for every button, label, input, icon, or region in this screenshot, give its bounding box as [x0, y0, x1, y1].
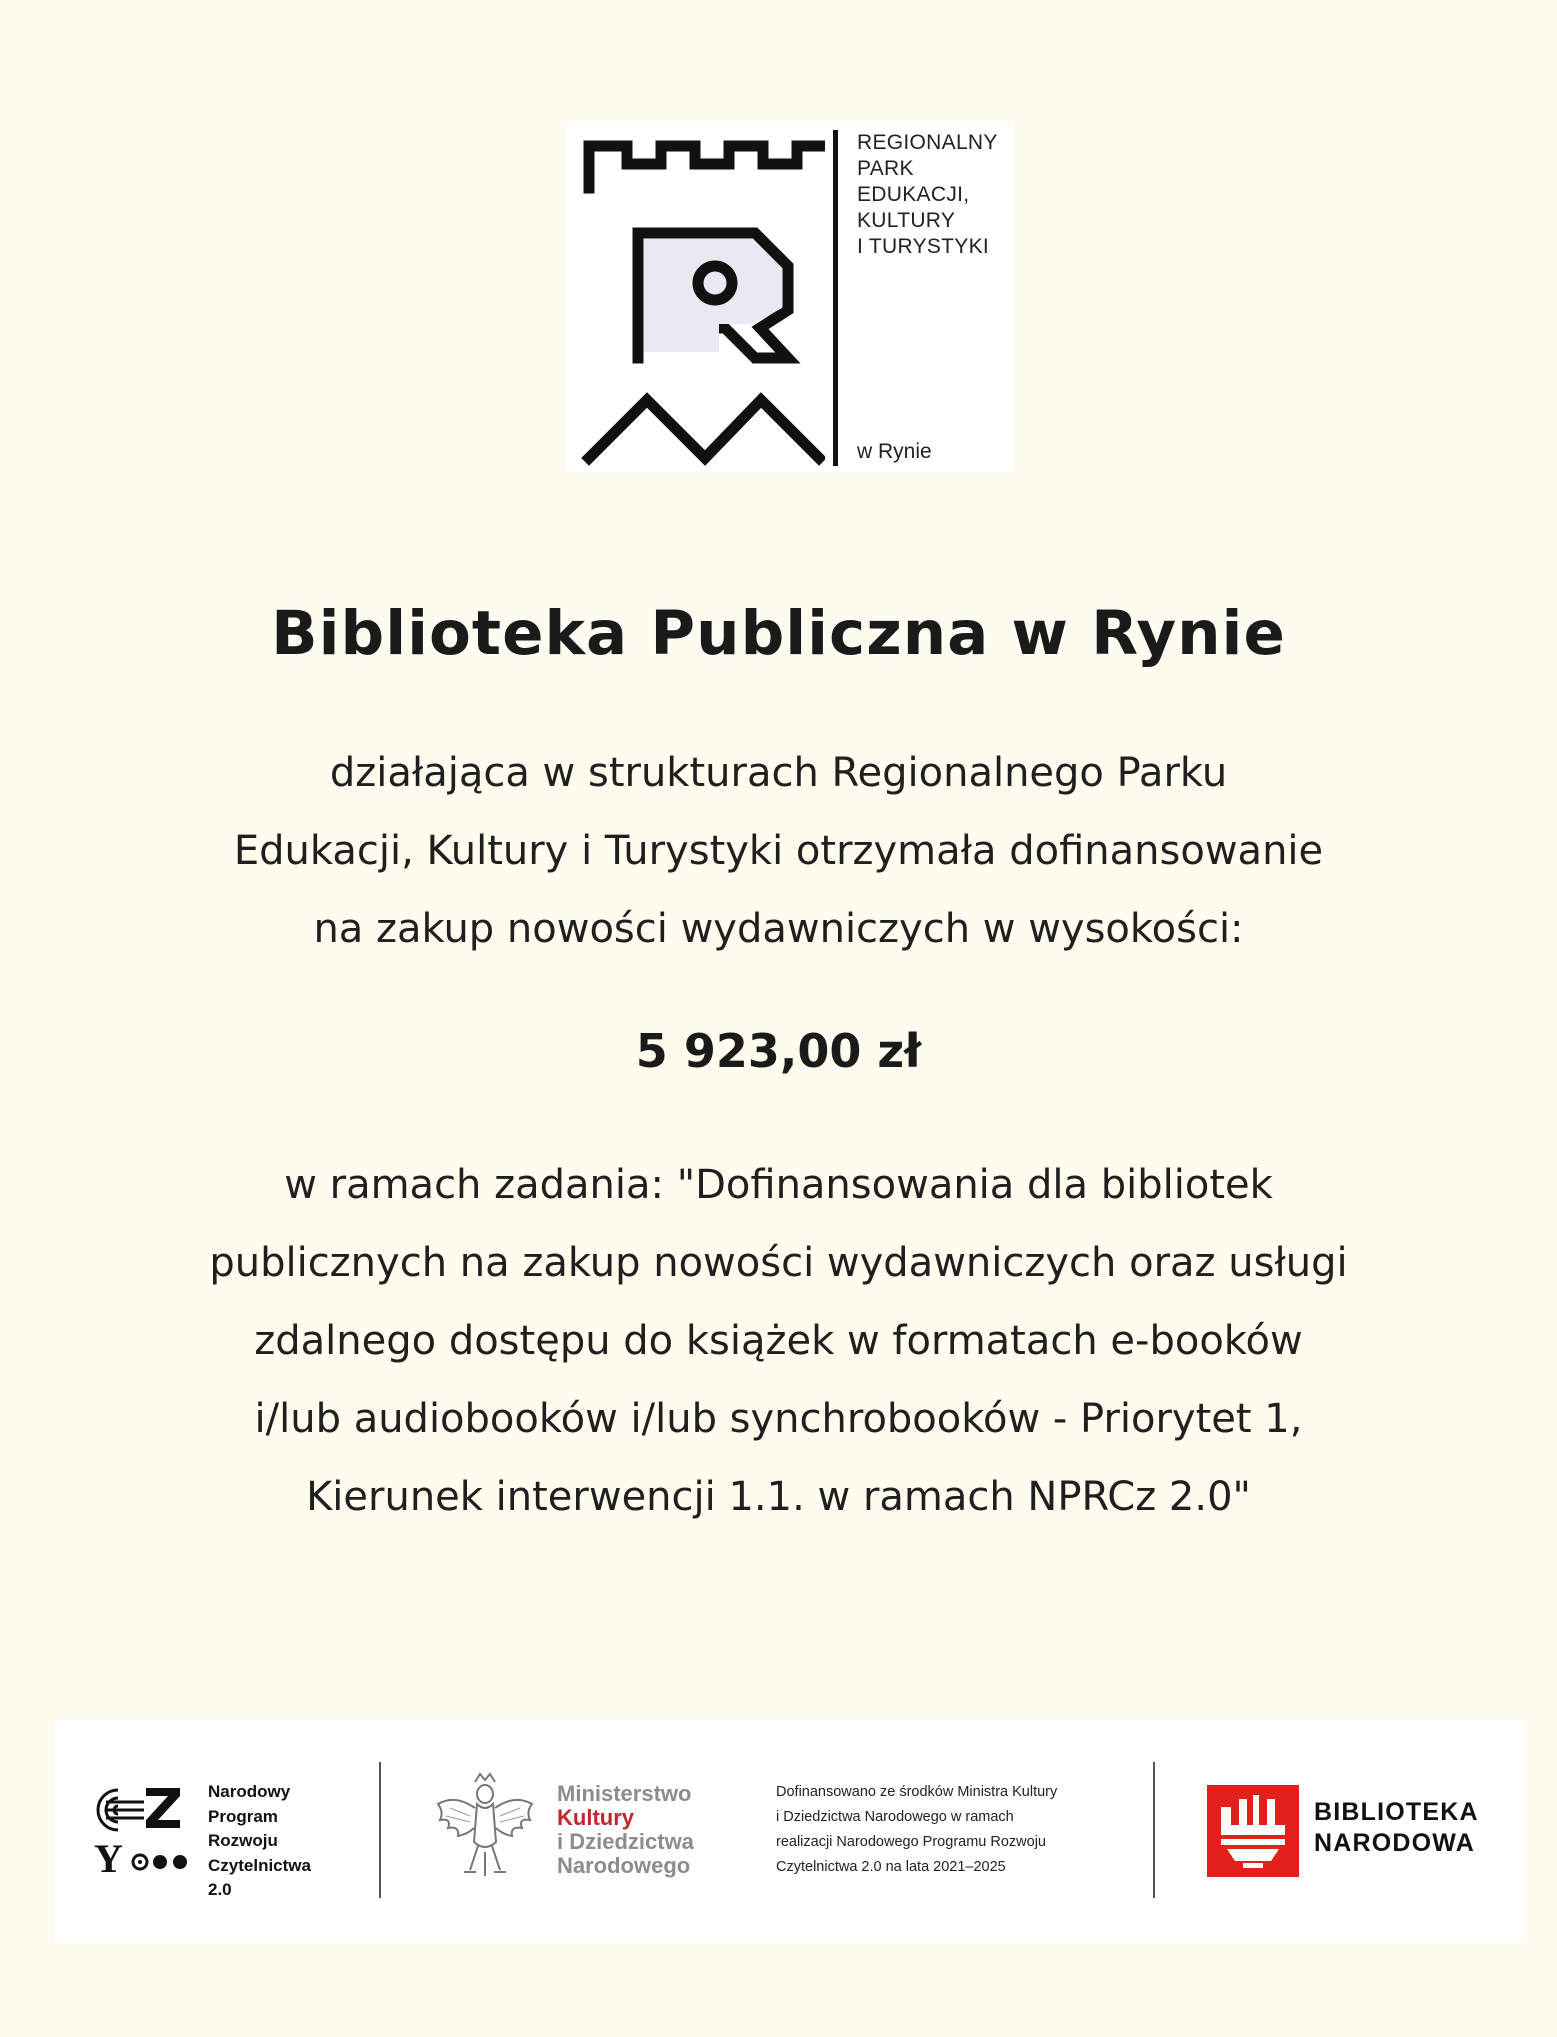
sponsor-footer — [54, 1720, 1524, 1942]
ministry-line: Narodowego — [557, 1853, 691, 1878]
ministry-line: i Dziedzictwa — [557, 1829, 694, 1854]
task-line: zdalnego dostępu do książek w formatach e-booków — [254, 1318, 1303, 1364]
bn-line: BIBLIOTEKA — [1314, 1798, 1479, 1826]
task-line: w ramach zadania: "Dofinansowania dla bibliotek — [284, 1162, 1273, 1208]
polish-eagle-icon — [430, 1772, 540, 1887]
nprcz-name — [208, 1780, 311, 1903]
funding-note — [776, 1780, 1106, 1880]
footer-divider — [1153, 1762, 1155, 1898]
intro-line: na zakup nowości wydawniczych w wysokości: — [313, 906, 1244, 952]
task-line: Kierunek interwencji 1.1. w ramach NPRCz 2.0" — [306, 1474, 1251, 1520]
castle-tower-r-icon — [575, 128, 825, 468]
logo-line: PARK — [857, 157, 914, 180]
ministry-line: Ministerstwo — [557, 1781, 692, 1806]
ministry-name — [557, 1782, 694, 1878]
task-line: publicznych na zakup nowości wydawniczych oraz usługi — [209, 1240, 1348, 1286]
logo-line: REGIONALNY — [857, 131, 998, 154]
bn-line: NARODOWA — [1314, 1829, 1475, 1857]
page-title: Biblioteka Publiczna w Rynie — [271, 598, 1286, 669]
logo-subtitle: w Rynie — [857, 440, 932, 463]
bn-name — [1314, 1797, 1479, 1859]
funding-line: i Dziedzictwa Narodowego w ramach — [776, 1809, 1014, 1825]
intro-paragraph — [0, 734, 1557, 968]
funding-line: Dofinansowano ze środków Ministra Kultury — [776, 1784, 1058, 1800]
nprcz-line: Rozwoju — [208, 1831, 278, 1850]
logo-name — [857, 130, 998, 260]
task-paragraph — [0, 1146, 1557, 1536]
funding-amount: 5 923,00 zł — [635, 1024, 922, 1078]
funding-line: realizacji Narodowego Programu Rozwoju — [776, 1834, 1046, 1850]
ministry-line: Kultury — [557, 1805, 634, 1830]
intro-line: Edukacji, Kultury i Turystyki otrzymała dofinansowanie — [233, 828, 1324, 874]
nprcz-line: Czytelnictwa — [208, 1855, 311, 1875]
nprcz-line: Narodowy — [208, 1782, 291, 1801]
nprcz-logo-icon — [88, 1782, 198, 1882]
svg-text:Y: Y — [94, 1836, 123, 1881]
intro-line: działająca w strukturach Regionalnego Parku — [329, 750, 1228, 796]
footer-divider — [379, 1762, 381, 1898]
task-line: i/lub audiobooków i/lub synchrobooków - Priorytet 1, — [254, 1396, 1303, 1442]
rpekit-logo — [565, 122, 1013, 472]
logo-line: I TURYSTYKI — [857, 235, 990, 258]
logo-line: EDUKACJI, — [857, 183, 970, 206]
logo-divider — [833, 130, 838, 466]
nprcz-line: 2.0 — [208, 1880, 232, 1899]
funding-line: Czytelnictwa 2.0 na lata 2021–2025 — [776, 1859, 1006, 1875]
biblioteka-narodowa-logo-icon — [1207, 1785, 1299, 1877]
logo-line: KULTURY — [857, 209, 956, 232]
nprcz-line: Program — [208, 1806, 278, 1826]
